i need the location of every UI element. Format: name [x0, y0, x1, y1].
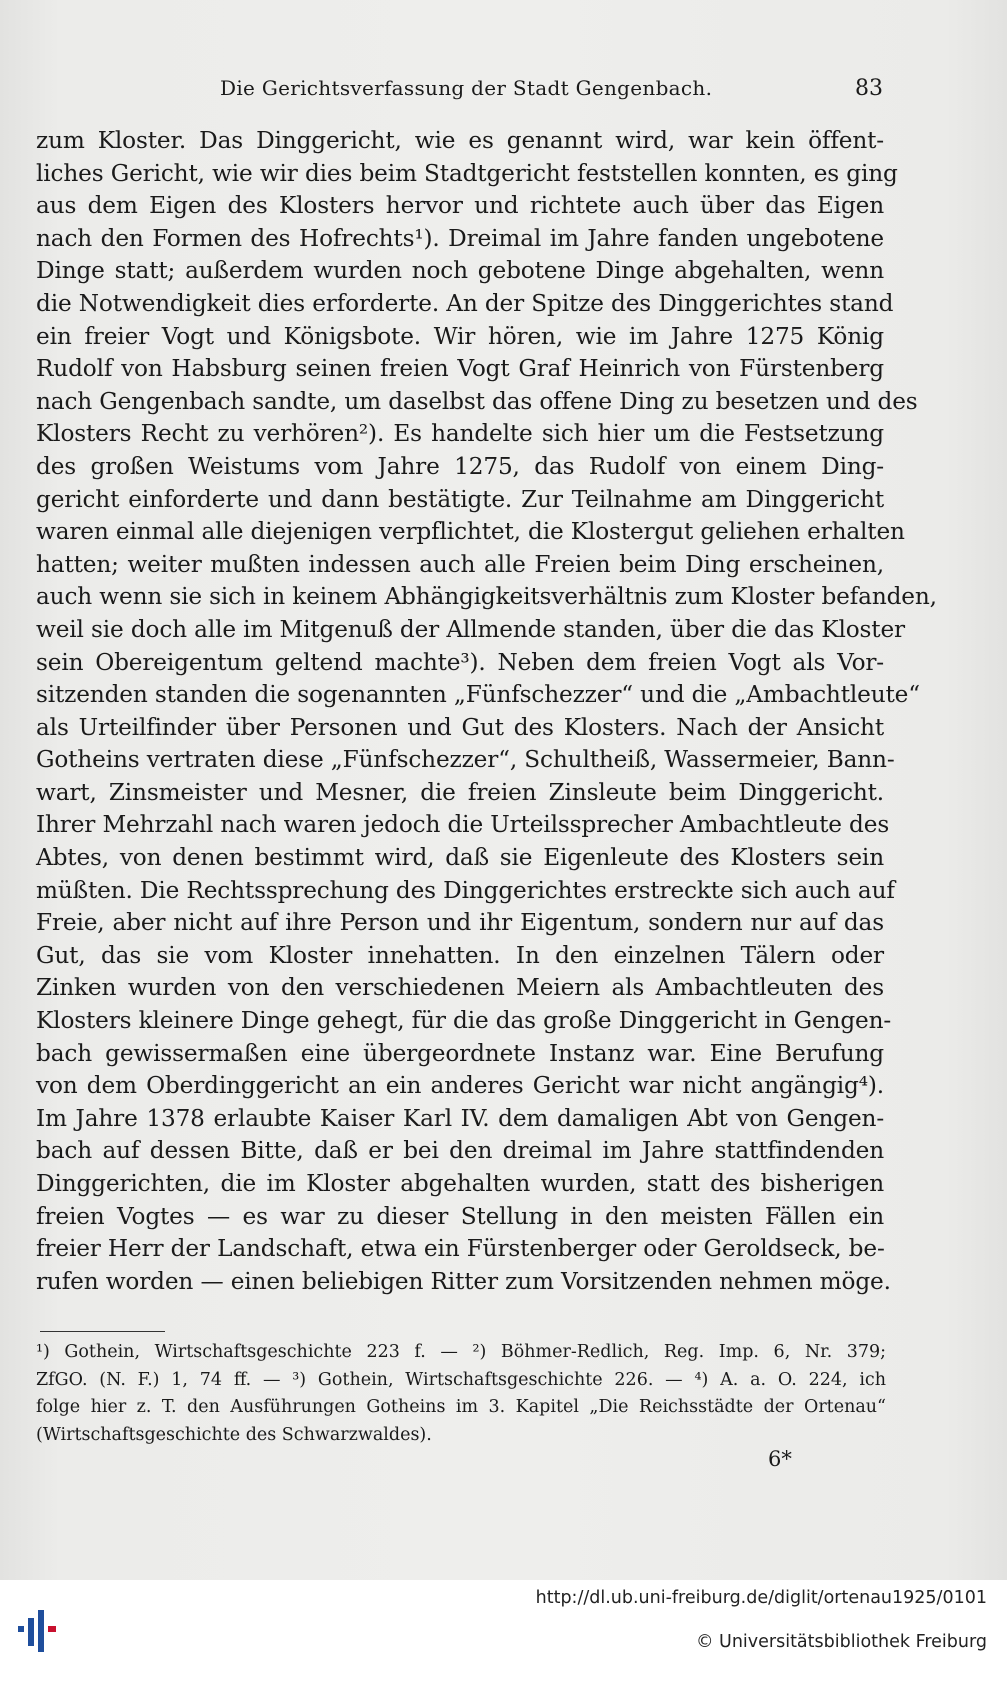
- text-line: freien Vogtes — es war zu dieser Stellung in den meisten Fällen ein: [36, 1202, 884, 1230]
- text-line: gericht einforderte und dann bestätigte. Zur Teilnahme am Dinggericht: [36, 485, 884, 513]
- text-line: die Notwendigkeit dies erforderte. An der Spitze des Dinggerichtes stand: [36, 289, 894, 317]
- running-title: Die Gerichtsverfassung der Stadt Gengenbach.: [220, 76, 713, 100]
- page-number: 83: [855, 76, 883, 101]
- footnote-line: ¹) Gothein, Wirtschaftsgeschichte 223 f. — ²) Böhmer-Redlich, Reg. Imp. 6, Nr. 379;: [36, 1342, 886, 1362]
- signature-mark: 6*: [768, 1447, 792, 1471]
- text-line: Ihrer Mehrzahl nach waren jedoch die Urteilssprecher Ambachtleute des: [36, 811, 890, 839]
- text-line: aus dem Eigen des Klosters hervor und richtete auch über das Eigen: [36, 192, 884, 220]
- text-line: Klosters kleinere Dinge gehegt, für die das große Dinggericht in Gengen-: [36, 1007, 892, 1035]
- body-text: [36, 125, 937, 1298]
- footnotes: [36, 1339, 886, 1449]
- text-line: Dinge statt; außerdem wurden noch gebotene Dinge abgehalten, wenn: [36, 257, 884, 285]
- running-header: [0, 70, 1007, 110]
- footnote-line: ZfGO. (N. F.) 1, 74 ff. — ³) Gothein, Wirtschaftsgeschichte 226. — ⁴) A. a. O. 224, ich: [36, 1369, 886, 1390]
- text-line: zum Kloster. Das Dinggericht, wie es genannt wird, war kein öffent-: [36, 127, 884, 154]
- library-logo-icon: [14, 1600, 62, 1660]
- text-line: Im Jahre 1378 erlaubte Kaiser Karl IV. dem damaligen Abt von Gengen-: [36, 1104, 884, 1132]
- text-line: Rudolf von Habsburg seinen freien Vogt Graf Heinrich von Fürstenberg: [36, 355, 884, 383]
- footnote-line: folge hier z. T. den Ausführungen Gotheins im 3. Kapitel „Die Reichsstädte der Ortenau“: [36, 1397, 886, 1417]
- text-line: Dinggerichten, die im Kloster abgehalten wurden, statt des bisherigen: [36, 1170, 884, 1197]
- text-line: Gotheins vertraten diese „Fünfschezzer“, Schultheiß, Wassermeier, Bann-: [36, 746, 895, 774]
- text-line: Gut, das sie vom Kloster innehatten. In den einzelnen Tälern oder: [36, 941, 884, 969]
- text-line: sein Obereigentum geltend machte³). Neben dem freien Vogt als Vor-: [36, 648, 884, 676]
- text-line: liches Gericht, wie wir dies beim Stadtgericht feststellen konnten, es ging: [36, 159, 898, 187]
- text-line: bach gewissermaßen eine übergeordnete Instanz war. Eine Berufung: [36, 1039, 884, 1067]
- text-line: Klosters Recht zu verhören²). Es handelte sich hier um die Festsetzung: [36, 420, 884, 448]
- viewer-footer: [0, 1580, 1007, 1681]
- text-line: weil sie doch alle im Mitgenuß der Allmende standen, über die das Kloster: [36, 615, 905, 643]
- text-line: freier Herr der Landschaft, etwa ein Fürstenberger oder Geroldseck, be-: [36, 1235, 885, 1263]
- text-line: als Urteilfinder über Personen und Gut des Klosters. Nach der Ansicht: [36, 713, 884, 741]
- footnote-divider: [40, 1331, 165, 1332]
- text-line: Zinken wurden von den verschiedenen Meiern als Ambachtleuten des: [36, 974, 884, 1002]
- text-line: von dem Oberdinggericht an ein anderes Gericht war nicht angängig⁴).: [36, 1072, 884, 1100]
- text-line: Freie, aber nicht auf ihre Person und ihr Eigentum, sondern nur auf das: [36, 909, 884, 937]
- text-line: wart, Zinsmeister und Mesner, die freien Zinsleute beim Dinggericht.: [36, 778, 884, 806]
- text-line: des großen Weistums vom Jahre 1275, das Rudolf von einem Ding-: [36, 452, 884, 480]
- text-line: waren einmal alle diejenigen verpflichtet, die Klostergut geliehen erhalten: [36, 518, 905, 546]
- source-link[interactable]: http://dl.ub.uni-freiburg.de/diglit/ortenau1925/0101: [535, 1588, 987, 1608]
- text-line: nach Gengenbach sandte, um daselbst das offene Ding zu besetzen und des: [36, 387, 918, 415]
- copyright-notice: © Universitätsbibliothek Freiburg: [695, 1632, 987, 1652]
- text-line: nach den Formen des Hofrechts¹). Dreimal im Jahre fanden ungebotene: [36, 224, 884, 252]
- text-line: ein freier Vogt und Königsbote. Wir hören, wie im Jahre 1275 König: [36, 322, 884, 350]
- text-line: sitzenden standen die sogenannten „Fünfschezzer“ und die „Ambachtleute“: [36, 681, 920, 709]
- text-line: müßten. Die Rechtssprechung des Dinggerichtes erstreckte sich auch auf: [36, 876, 895, 904]
- text-line: Abtes, von denen bestimmt wird, daß sie Eigenleute des Klosters sein: [36, 844, 884, 872]
- text-line: bach auf dessen Bitte, daß er bei den dreimal im Jahre stattfindenden: [36, 1137, 884, 1165]
- footnote-line: (Wirtschaftsgeschichte des Schwarzwaldes).: [36, 1424, 432, 1445]
- text-line: hatten; weiter mußten indessen auch alle Freien beim Ding erscheinen,: [36, 550, 884, 578]
- text-line: auch wenn sie sich in keinem Abhängigkeitsverhältnis zum Kloster befanden,: [36, 583, 937, 611]
- text-line: rufen worden — einen beliebigen Ritter zum Vorsitzenden nehmen möge.: [36, 1267, 891, 1295]
